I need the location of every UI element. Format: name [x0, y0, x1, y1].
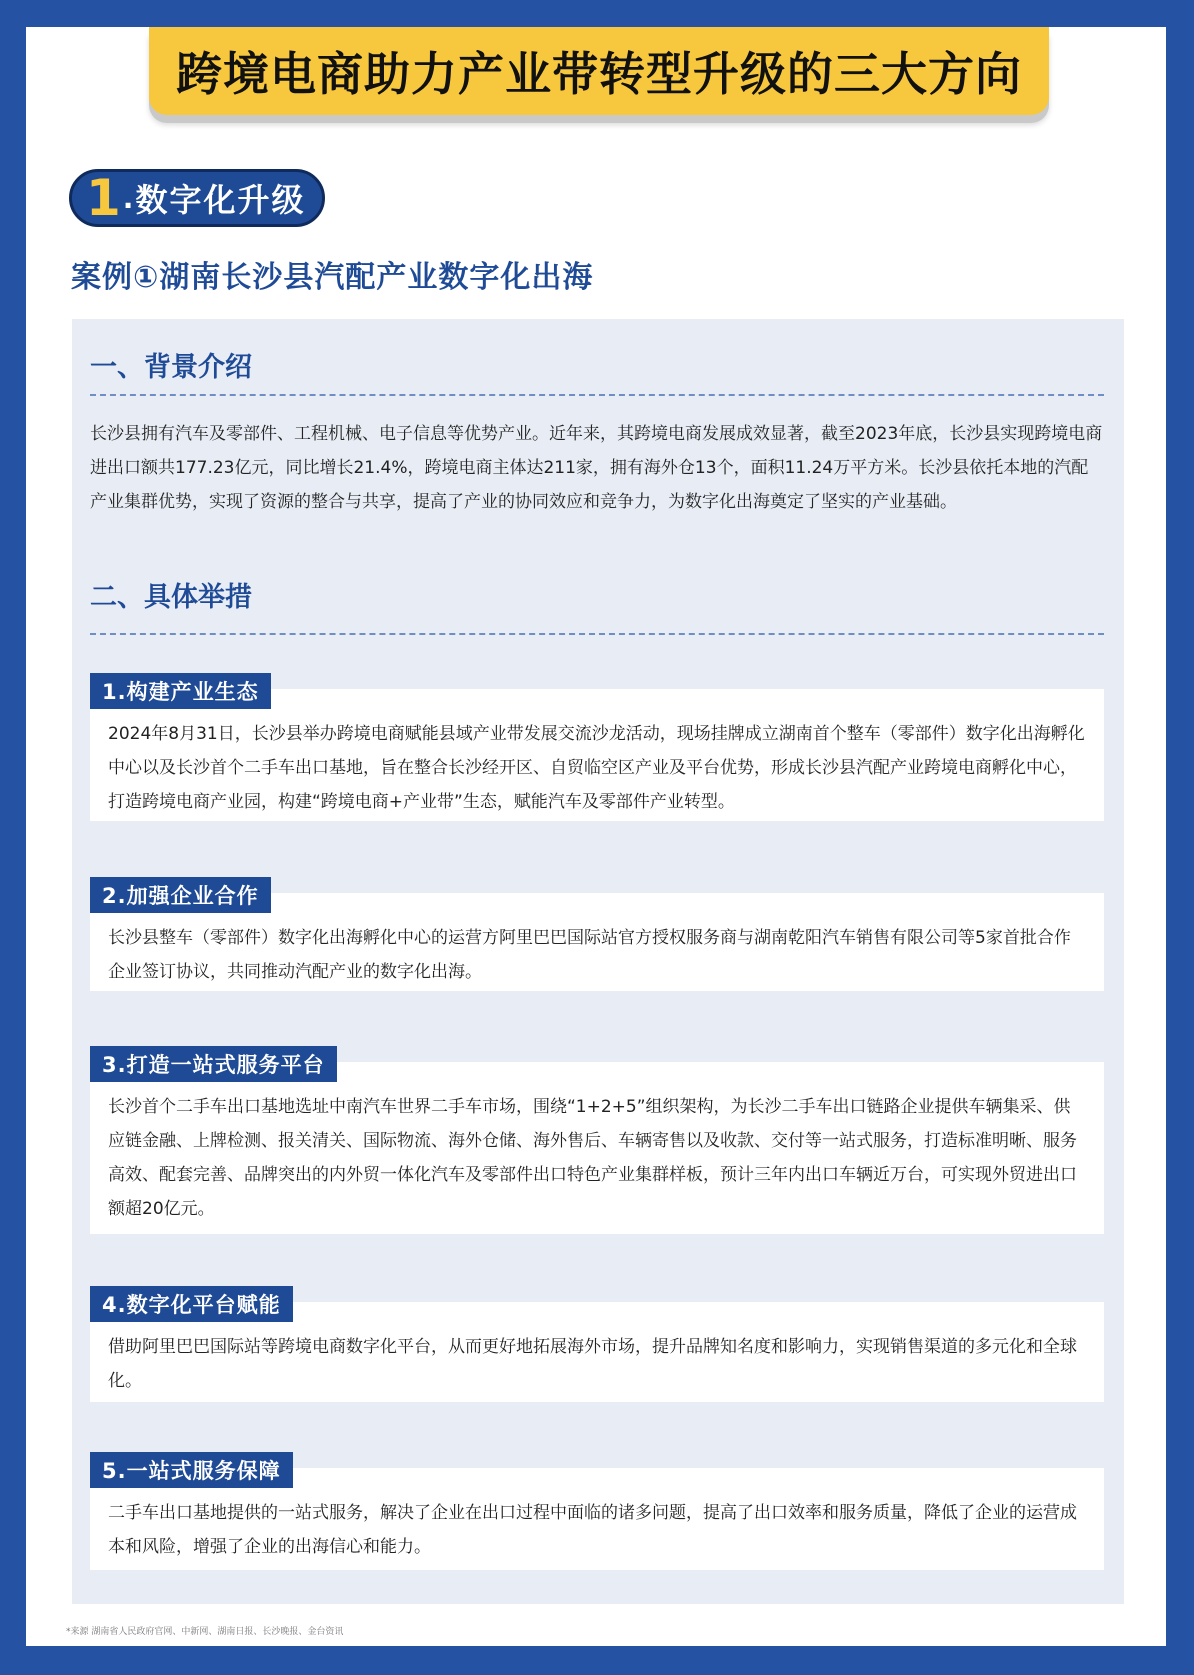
- divider: [90, 394, 1104, 396]
- measure-tag: 4.数字化平台赋能: [90, 1286, 293, 1322]
- section-pill: [69, 169, 325, 227]
- measures-heading: 二、具体举措: [90, 582, 252, 613]
- poster-page: [26, 27, 1166, 1646]
- case-title: 案例①湖南长沙县汽配产业数字化出海: [71, 260, 594, 295]
- measure-card: [90, 1053, 1104, 1234]
- content-panel: [72, 319, 1124, 1604]
- measure-tag: 5.一站式服务保障: [90, 1452, 293, 1488]
- divider: [90, 633, 1104, 635]
- section-dot: .: [122, 181, 134, 215]
- source-note: *来源 湖南省人民政府官网、中新网、湖南日报、长沙晚报、金台资讯: [66, 1627, 344, 1637]
- measure-tag: 3.打造一站式服务平台: [90, 1046, 337, 1082]
- measure-text: 二手车出口基地提供的一站式服务，解决了企业在出口过程中面临的诸多问题，提高了出口效率和服务质量，降低了企业的运营成本和风险，增强了企业的出海信心和能力。: [108, 1503, 1077, 1557]
- measure-card: [90, 680, 1104, 821]
- section-number: 1: [86, 169, 121, 227]
- measure-text: 借助阿里巴巴国际站等跨境电商数字化平台，从而更好地拓展海外市场，提升品牌知名度和影响力，实现销售渠道的多元化和全球化。: [108, 1337, 1077, 1391]
- page-title: 跨境电商助力产业带转型升级的三大方向: [176, 47, 1022, 101]
- background-heading: 一、背景介绍: [90, 352, 252, 383]
- section-label: 数字化升级: [135, 181, 306, 219]
- measure-text: 2024年8月31日，长沙县举办跨境电商赋能县域产业带发展交流沙龙活动，现场挂牌成立湖南首个整车（零部件）数字化出海孵化中心以及长沙首个二手车出口基地，旨在整合长沙经开区、自贸临空区产业及平台优势，形成长沙县汽配产业跨境电商孵化中心，打造跨境电商产业园，构建“跨境电商+产业带”生态，赋能汽车及零部件产业转型。: [108, 724, 1085, 812]
- measure-card: [90, 1459, 1104, 1570]
- background-text: 长沙县拥有汽车及零部件、工程机械、电子信息等优势产业。近年来，其跨境电商发展成效显著，截至2023年底，长沙县实现跨境电商进出口额共177.23亿元，同比增长21.4%，跨境电商主体达211家，拥有海外仓13个，面积11.24万平方米。长沙县依托本地的汽配产业集群优势，实现了资源的整合与共享，提高了产业的协同效应和竞争力，为数字化出海奠定了坚实的产业基础。: [90, 424, 1103, 512]
- title-banner: [149, 27, 1049, 115]
- measure-tag: 1.构建产业生态: [90, 673, 271, 709]
- measure-text: 长沙首个二手车出口基地选址中南汽车世界二手车市场，围绕“1+2+5”组织架构，为长沙二手车出口链路企业提供车辆集采、供应链金融、上牌检测、报关清关、国际物流、海外仓储、海外售后、车辆寄售以及收款、交付等一站式服务，打造标准明晰、服务高效、配套完善、品牌突出的内外贸一体化汽车及零部件出口特色产业集群样板，预计三年内出口车辆近万台，可实现外贸进出口额超20亿元。: [108, 1097, 1077, 1219]
- measure-text: 长沙县整车（零部件）数字化出海孵化中心的运营方阿里巴巴国际站官方授权服务商与湖南乾阳汽车销售有限公司等5家首批合作企业签订协议，共同推动汽配产业的数字化出海。: [108, 928, 1071, 982]
- measure-tag: 2.加强企业合作: [90, 877, 271, 913]
- measure-card: [90, 884, 1104, 991]
- measure-card: [90, 1293, 1104, 1402]
